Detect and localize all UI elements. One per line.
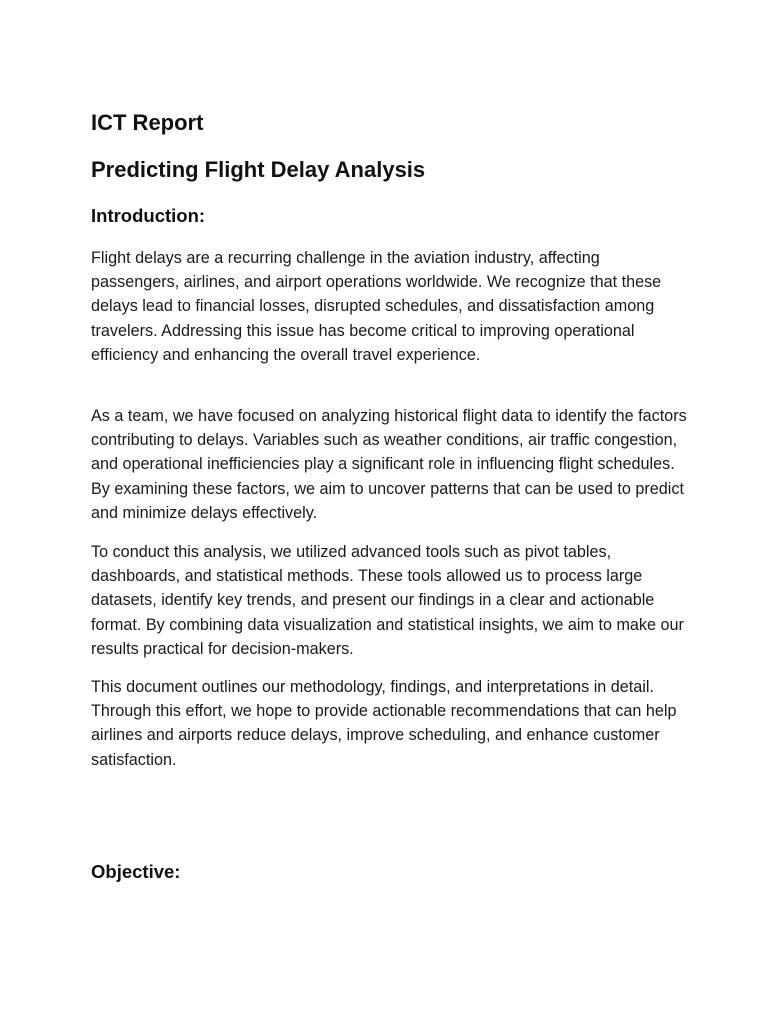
introduction-paragraph-1: Flight delays are a recurring challenge in the aviation industry, affecting passengers, airlines, and airport operations worldwide. We recognize that these delays lead to financial losses, disrupted schedules, and dissatisfaction among travelers. Addressing this issue has become critical to improving operational efficiency and enhancing the overall travel experience. [91, 249, 662, 364]
document-title: ICT Report [91, 110, 204, 135]
introduction-paragraph-2: As a team, we have focused on analyzing historical flight data to identify the factors contributing to delays. Variables such as weather conditions, air traffic congestion, and operational inefficiencies play a significant role in influencing flight schedules. By examining these factors, we aim to uncover patterns that can be used to predict and minimize delays effectively. [91, 407, 687, 522]
introduction-paragraph-3: To conduct this analysis, we utilized advanced tools such as pivot tables, dashboards, and statistical methods. These tools allowed us to process large datasets, identify key trends, and present our findings in a clear and actionable format. By combining data visualization and statistical insights, we aim to make our results practical for decision-makers. [91, 543, 684, 658]
objective-heading: Objective: [91, 861, 181, 882]
document-subtitle: Predicting Flight Delay Analysis [91, 157, 426, 182]
introduction-heading: Introduction: [91, 205, 206, 226]
introduction-paragraph-4: This document outlines our methodology, findings, and interpretations in detail. Through this effort, we hope to provide actionable recommendations that can help airlines and airports reduce delays, improve scheduling, and enhance customer satisfaction. [91, 678, 677, 769]
